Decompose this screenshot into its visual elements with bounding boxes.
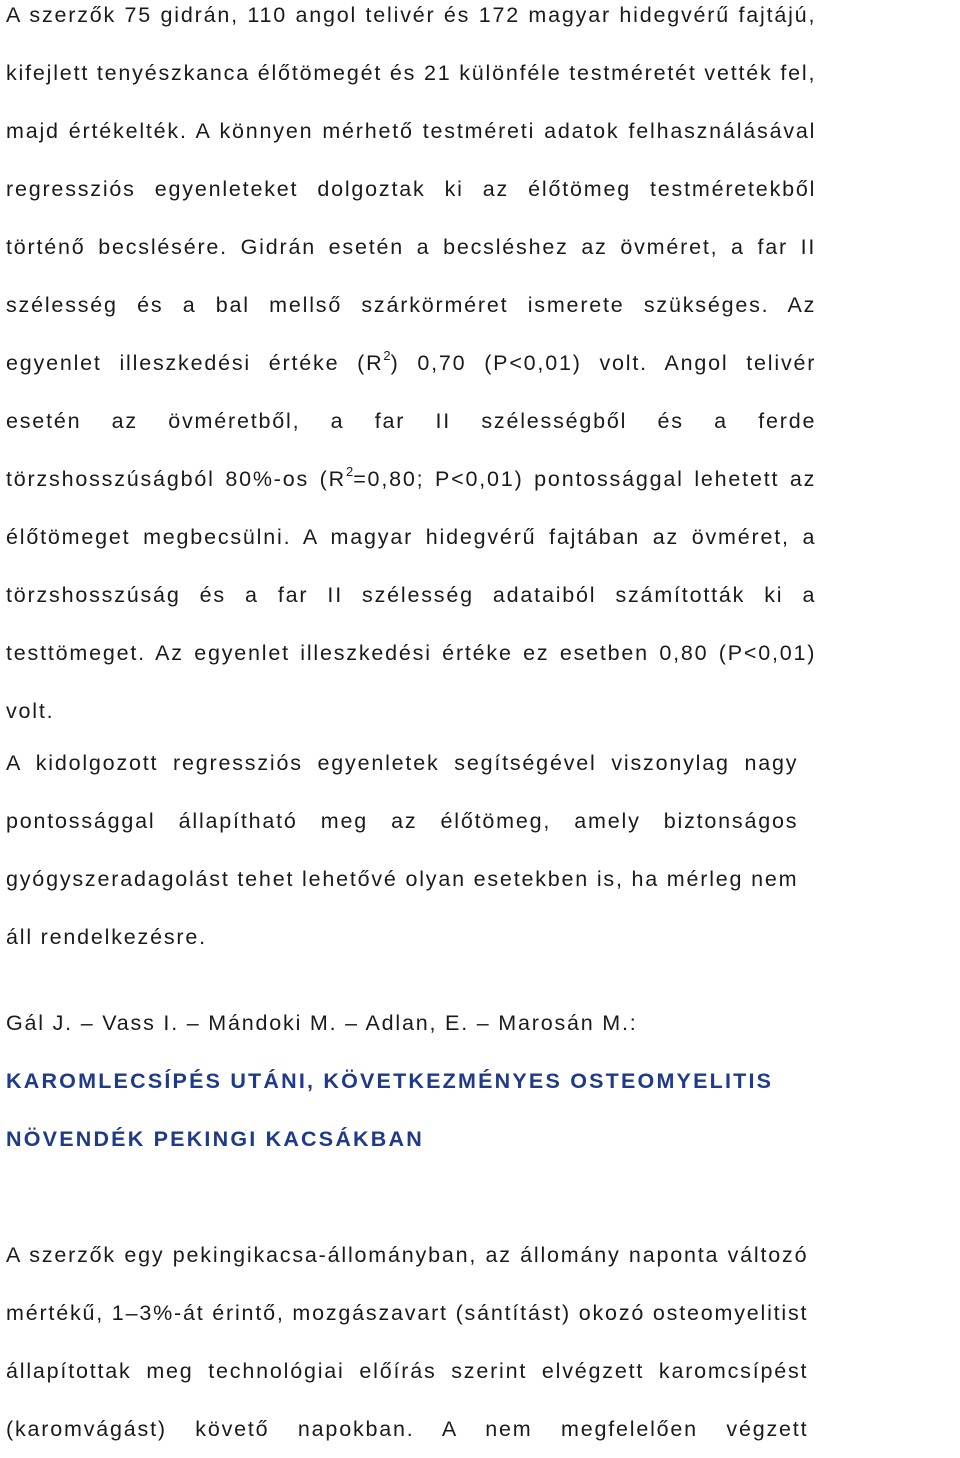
title-line: KAROMLECSÍPÉS UTÁNI, KÖVETKEZMÉNYES OSTEOMYELITIS: [6, 1069, 774, 1093]
text-line: történő becslésére. Gidrán esetén a becsléshez az övméret, a far II: [6, 235, 817, 259]
authors-line: Gál J. – Vass I. – Mándoki M. – Adlan, E. – Marosán M.:: [6, 1011, 638, 1035]
text-line: pontossággal állapítható meg az élőtömeg, amely biztonságos: [6, 809, 799, 833]
text-line: regressziós egyenleteket dolgoztak ki az élőtömeg testméretekből: [6, 177, 817, 201]
superscript: 2: [345, 464, 354, 479]
text-line: [6, 334, 816, 392]
text-line: élőtömeget megbecsülni. A magyar hidegvérű fajtában az övméret, a: [6, 525, 817, 549]
text-line: volt.: [6, 699, 55, 723]
article-title: [6, 1052, 773, 1168]
text-line: A szerzők egy pekingikacsa-állományban, az állomány naponta változó: [6, 1243, 809, 1267]
text-line: mértékű, 1–3%-át érintő, mozgászavart (sántítást) okozó osteomyelitist: [6, 1301, 809, 1325]
text-line: gyógyszeradagolást tehet lehetővé olyan esetekben is, ha mérleg nem: [6, 867, 799, 891]
text-line: kifejlett tenyészkanca élőtömegét és 21 különféle testméretét vették fel,: [6, 61, 817, 85]
paragraph-conclusion: [6, 734, 798, 966]
title-line: NÖVENDÉK PEKINGI KACSÁKBAN: [6, 1127, 424, 1151]
text-line: [6, 450, 816, 508]
text-line: A szerzők 75 gidrán, 110 angol telivér és 172 magyar hidegvérű fajtájú,: [6, 3, 817, 27]
text-segment: ) 0,70 (P<0,01) volt. Angol telivér: [390, 351, 817, 375]
text-line: (karomvágást) követő napokban. A nem megfelelően végzett: [6, 1417, 809, 1441]
text-line: állapítottak meg technológiai előírás szerint elvégzett karomcsípést: [6, 1359, 809, 1383]
text-line: szélesség és a bal mellső szárkörméret ismerete szükséges. Az: [6, 293, 817, 317]
text-line: testtömeget. Az egyenlet illeszkedési értéke ez esetben 0,80 (P<0,01): [6, 641, 817, 665]
paragraph-duck-summary: [6, 1226, 808, 1458]
superscript: 2: [383, 348, 391, 363]
text-line: áll rendelkezésre.: [6, 925, 207, 949]
text-segment: =0,80; P<0,01) pontossággal lehetett az: [353, 467, 817, 491]
text-line: törzshosszúság és a far II szélesség adataiból számították ki a: [6, 583, 817, 607]
text-line: majd értékelték. A könnyen mérhető testméreti adatok felhasználásával: [6, 119, 817, 143]
text-segment: törzshosszúságból 80%-os (R: [6, 467, 346, 491]
text-line: A kidolgozott regressziós egyenletek segítségével viszonylag nagy: [6, 751, 799, 775]
paragraph-summary-horses: [6, 0, 816, 740]
text-line: esetén az övméretből, a far II szélességből és a ferde: [6, 409, 817, 433]
article-authors: [6, 994, 638, 1052]
text-segment: egyenlet illeszkedési értéke (R: [6, 351, 384, 375]
